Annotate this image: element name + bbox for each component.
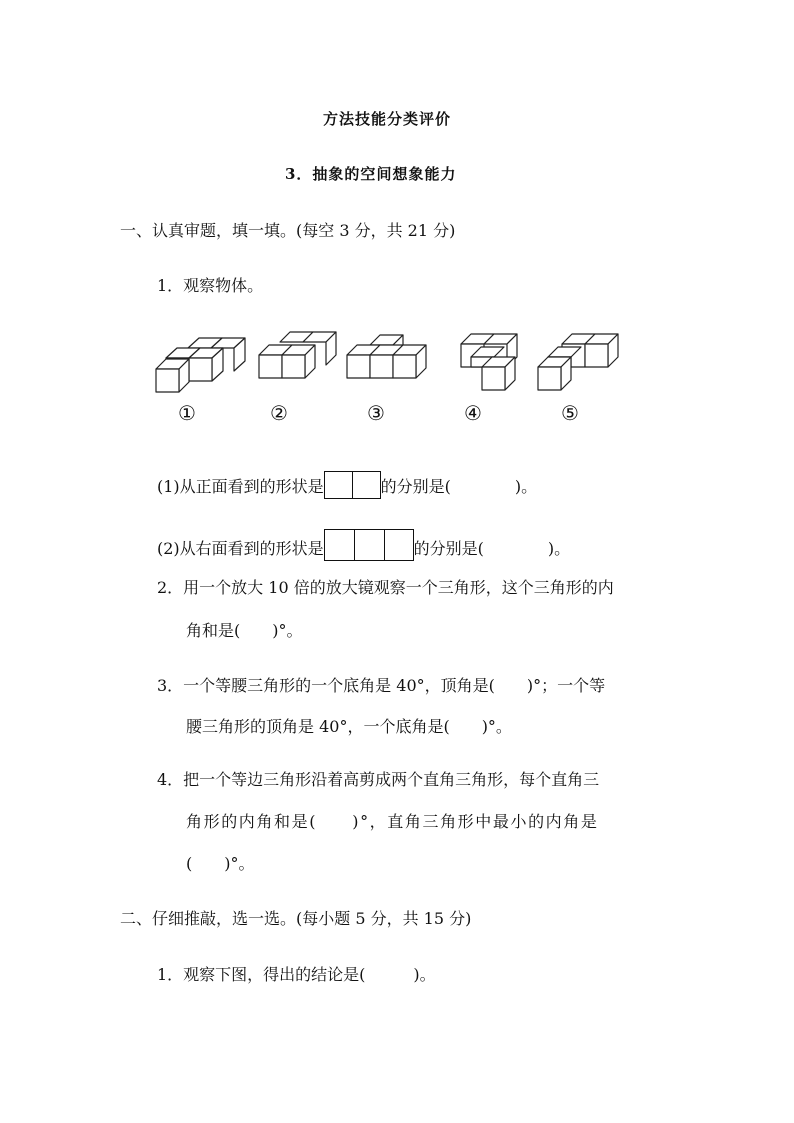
section2-heading: 二、仔细推敲，选一选。(每小题 5 分，共 15 分) xyxy=(120,909,472,928)
q2-line2: 角和是( )°。 xyxy=(186,621,303,640)
figure-label-1: ① xyxy=(178,401,196,425)
two-square-shape xyxy=(324,471,381,499)
cube-figure-5 xyxy=(538,334,618,390)
q1-sub2-suffix: 的分别是( )。 xyxy=(413,539,571,558)
q4-line1: 4．把一个等边三角形沿着高剪成两个直角三角形，每个直角三 xyxy=(157,770,600,789)
cube-figure-3 xyxy=(347,335,426,378)
section-subtitle: 3．抽象的空间想象能力 xyxy=(285,165,457,183)
q3-line2: 腰三角形的顶角是 40°，一个底角是( )°。 xyxy=(186,717,512,736)
section2-q1: 1．观察下图，得出的结论是( )。 xyxy=(157,965,436,984)
figure-label-3: ③ xyxy=(367,401,385,425)
q1-label: 1．观察物体。 xyxy=(157,276,264,295)
page-title: 方法技能分类评价 xyxy=(323,110,452,128)
q2-line1: 2．用一个放大 10 倍的放大镜观察一个三角形，这个三角形的内 xyxy=(157,578,614,597)
three-square-shape xyxy=(324,529,414,561)
q1-sub1 xyxy=(157,471,537,499)
figure-label-5: ⑤ xyxy=(561,401,579,425)
cube-figure-2 xyxy=(259,332,336,378)
q1-sub2 xyxy=(157,529,570,561)
section1-heading: 一、认真审题，填一填。(每空 3 分，共 21 分) xyxy=(120,221,456,240)
figure-label-2: ② xyxy=(270,401,288,425)
cube-figure-4 xyxy=(461,334,517,390)
q1-sub1-suffix: 的分别是( )。 xyxy=(380,477,538,496)
cube-figures xyxy=(0,325,794,445)
cube-figure-1 xyxy=(156,338,245,392)
q1-sub1-prefix: (1)从正面看到的形状是 xyxy=(157,477,324,496)
q4-line2: 角形的内角和是( )°，直角三角形中最小的内角是 xyxy=(186,812,599,831)
q3-line1: 3．一个等腰三角形的一个底角是 40°，顶角是( )°；一个等 xyxy=(157,676,606,695)
q1-sub2-prefix: (2)从右面看到的形状是 xyxy=(157,539,324,558)
figure-label-4: ④ xyxy=(464,401,482,425)
q4-line3: ( )°。 xyxy=(186,854,255,873)
